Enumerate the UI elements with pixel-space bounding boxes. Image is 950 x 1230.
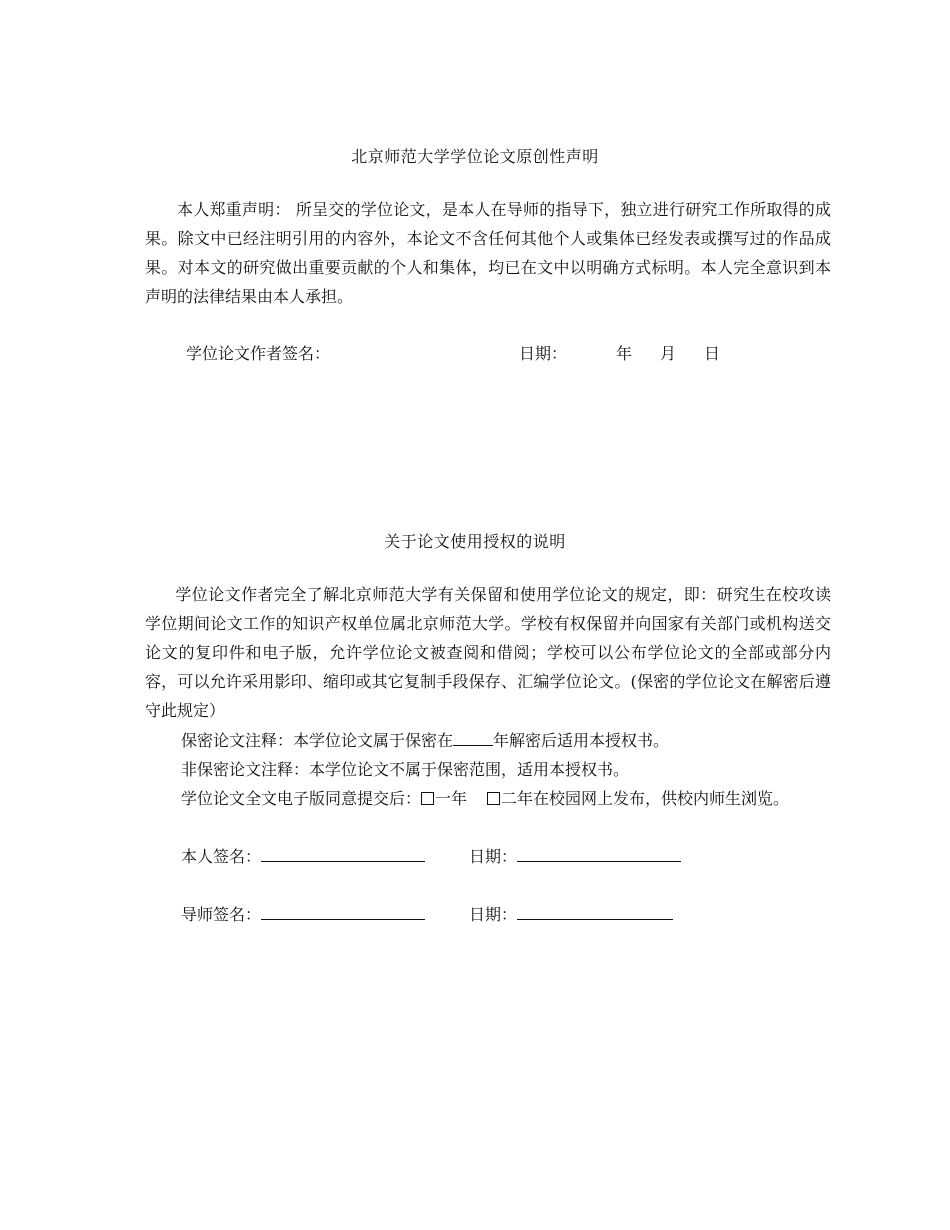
advisor-date-blank[interactable] — [517, 903, 673, 920]
declaration-signature-label: 学位论文作者签名： — [186, 344, 331, 363]
advisor-signature-row — [181, 903, 425, 927]
authorization-title: 关于论文使用授权的说明 — [384, 532, 566, 551]
authorization-body: 学位论文作者完全了解北京师范大学有关保留和使用学位论文的规定，即：研究生在校攻读学位期间论文工作的知识产权单位属北京师范大学。学校有权保留并向国家有关部门或机构送交论文的复印件和电子版，允许学位论文被查阅和借阅；学校可以公布学位论文的全部或部分内容，可以允许采用影印、缩印或其它复制手段保存、汇编学位论文。(保密的学位论文在解密后遵守此规定） — [145, 585, 831, 720]
nonconfidential-note: 非保密论文注释：本学位论文不属于保密范围，适用本授权书。 — [181, 760, 630, 779]
confidential-years-blank[interactable] — [453, 729, 493, 746]
author-date-row — [469, 845, 681, 869]
confidential-note — [181, 729, 669, 753]
author-signature-row — [181, 845, 425, 869]
declaration-year-label: 年 — [616, 344, 633, 363]
author-signature-blank[interactable] — [261, 845, 425, 862]
two-years-checkbox[interactable] — [487, 792, 500, 805]
declaration-date-label: 日期： — [519, 344, 568, 363]
declaration-day-label: 日 — [704, 344, 721, 363]
advisor-date-row — [469, 903, 673, 927]
confidential-note-prefix: 保密论文注释：本学位论文属于保密在 — [181, 731, 454, 750]
declaration-title: 北京师范大学学位论文原创性声明 — [351, 147, 599, 166]
electronic-submission-note — [181, 787, 789, 811]
confidential-note-suffix: 年解密后适用本授权书。 — [493, 731, 670, 750]
author-date-blank[interactable] — [517, 845, 681, 862]
one-year-checkbox[interactable] — [421, 792, 434, 805]
advisor-signature-blank[interactable] — [261, 903, 425, 920]
advisor-signature-label: 导师签名： — [181, 905, 262, 924]
author-signature-label: 本人签名： — [181, 847, 262, 866]
declaration-body: 本人郑重声明： 所呈交的学位论文，是本人在导师的指导下，独立进行研究工作所取得的成果。除文中已经注明引用的内容外，本论文不含任何其他个人或集体已经发表或撰写过的作品成果。对本文的研究做出重要贡献的个人和集体，均已在文中以明确方式标明。本人完全意识到本声明的法律结果由本人承担。 — [145, 200, 831, 306]
two-years-option-label: 二年在校园网上发布，供校内师生浏览。 — [501, 789, 790, 808]
advisor-date-label: 日期： — [469, 905, 518, 924]
electronic-submission-prefix: 学位论文全文电子版同意提交后： — [181, 789, 422, 808]
one-year-option-label: 一年 — [435, 789, 468, 808]
author-date-label: 日期： — [469, 847, 518, 866]
declaration-month-label: 月 — [660, 344, 677, 363]
